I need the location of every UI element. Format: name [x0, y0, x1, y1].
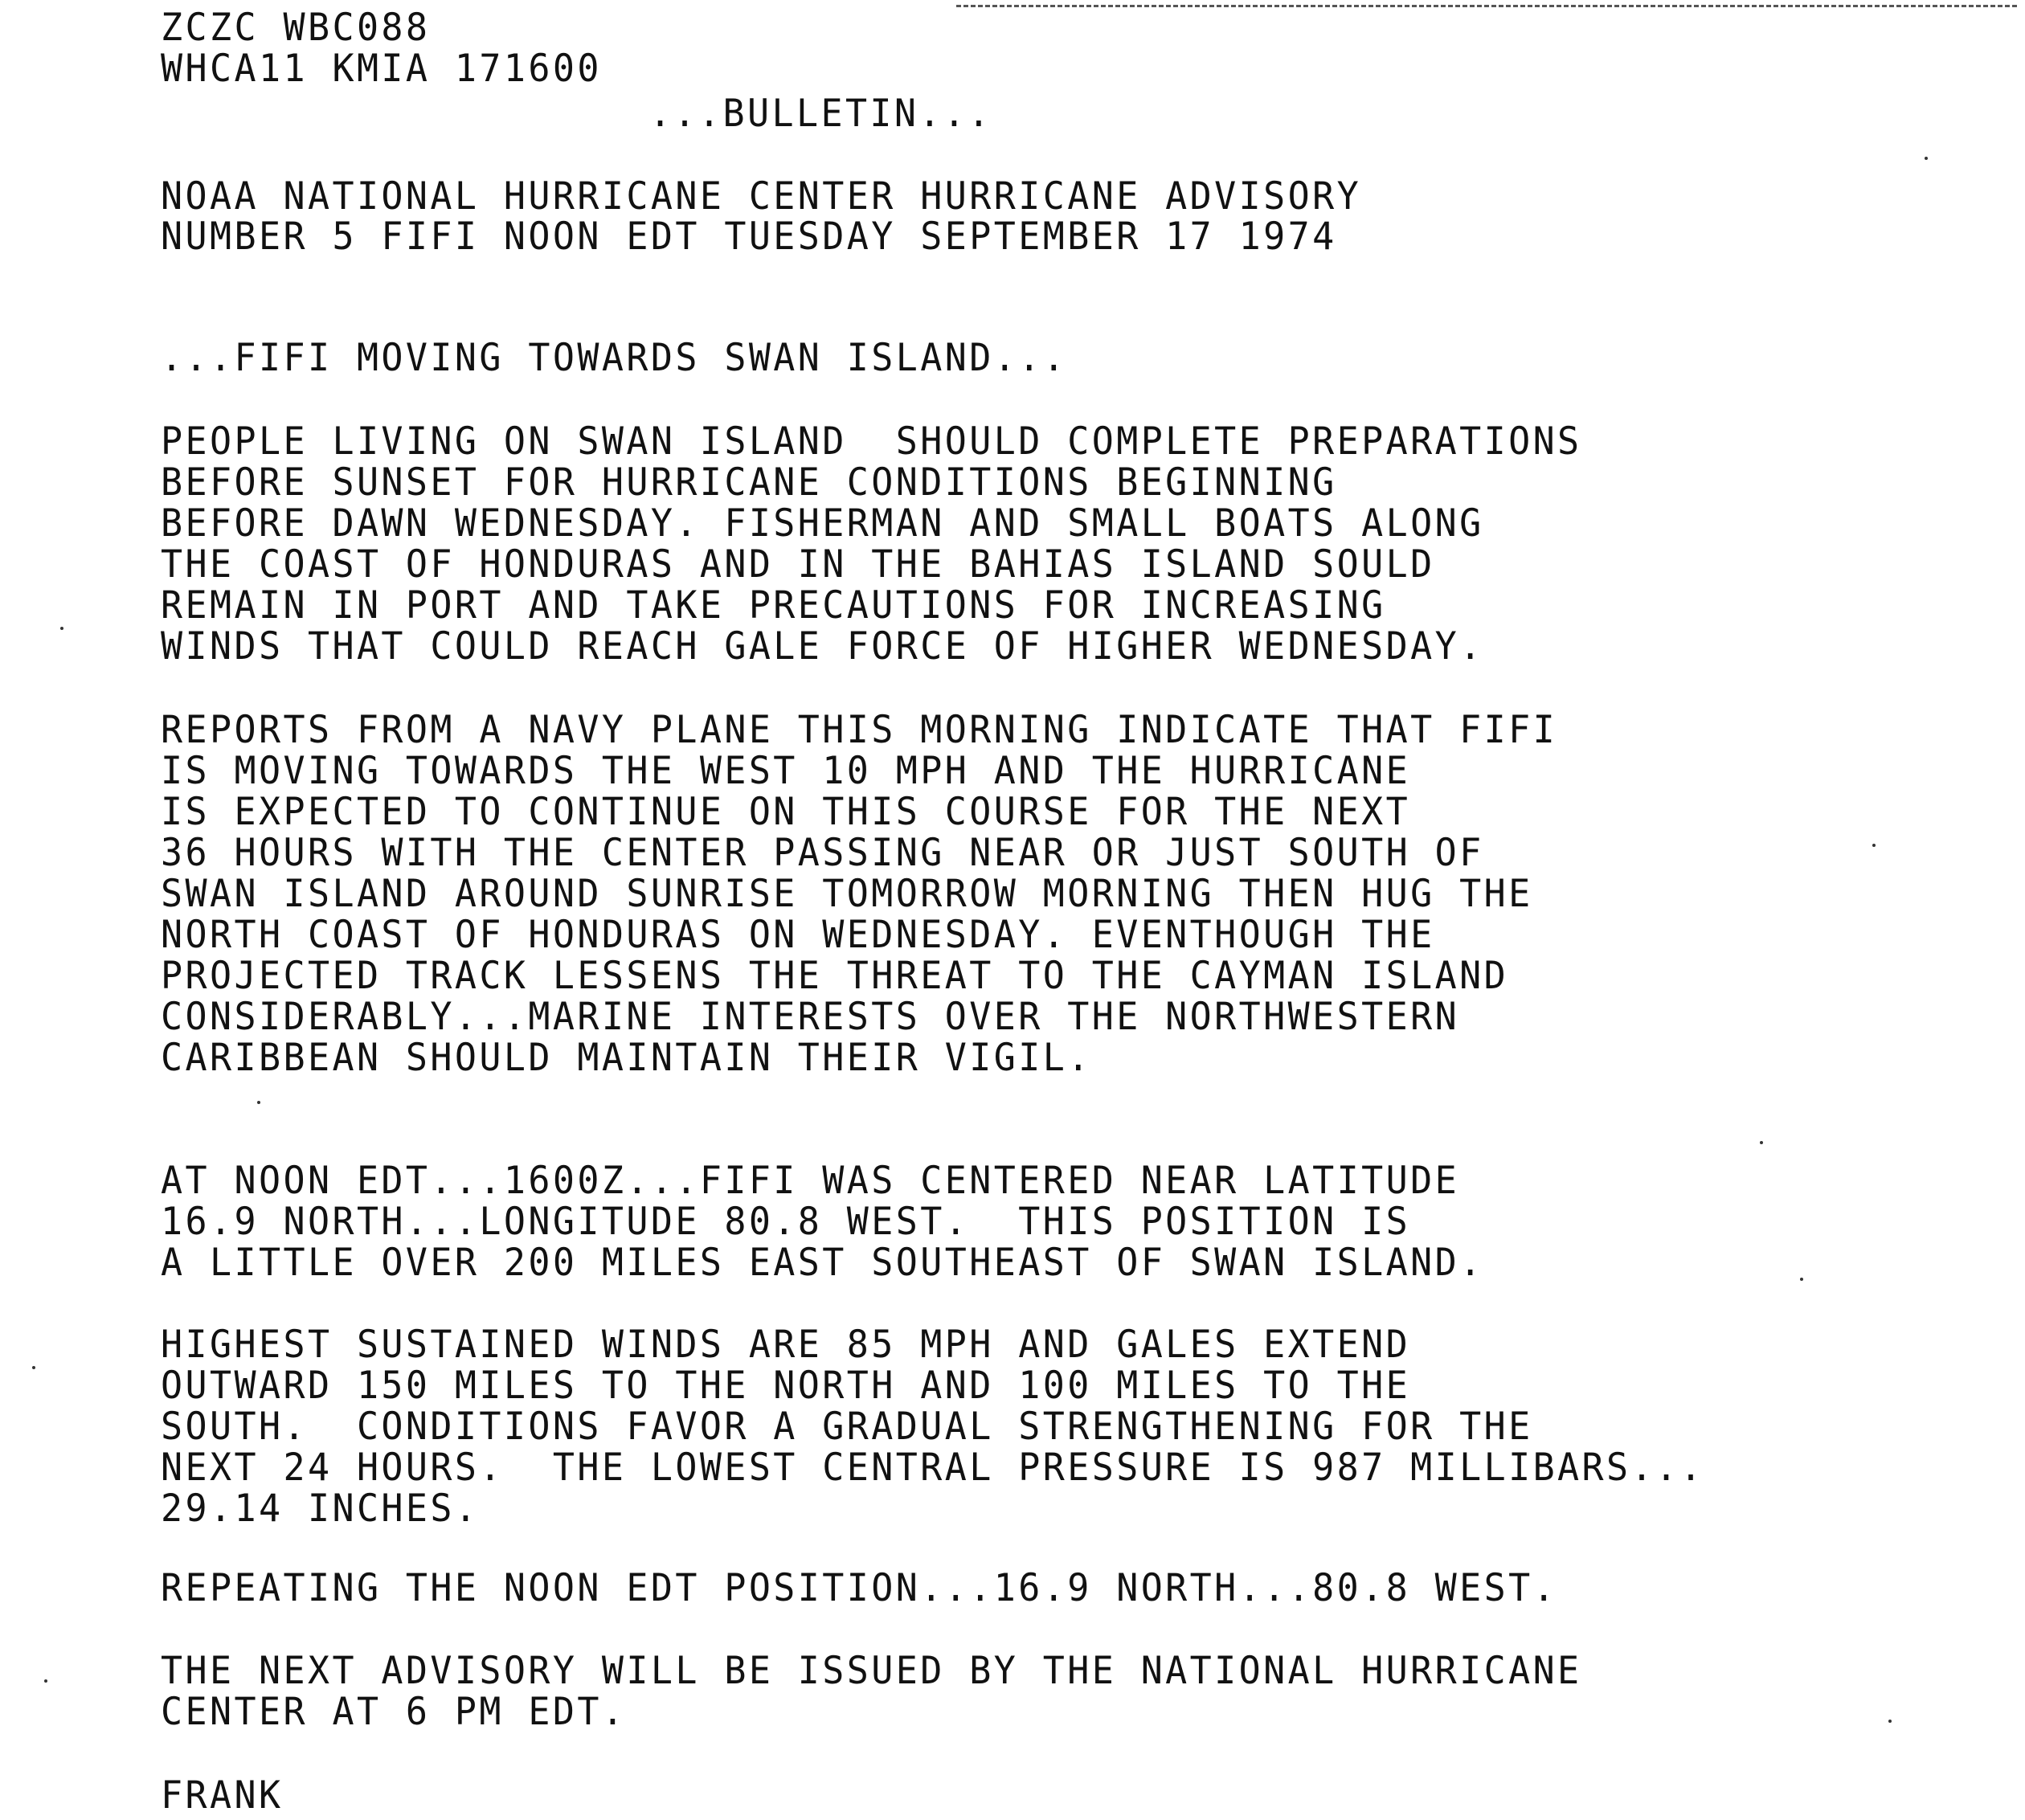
para3-line: A LITTLE OVER 200 MILES EAST SOUTHEAST OF SWAN ISLAND.: [161, 1239, 1484, 1285]
para2-line: SWAN ISLAND AROUND SUNRISE TOMORROW MORNING THEN HUG THE: [161, 870, 1533, 916]
signature: FRANK: [161, 1772, 284, 1818]
para1-line: BEFORE DAWN WEDNESDAY. FISHERMAN AND SMALL BOATS ALONG: [161, 500, 1484, 546]
para2-line: 36 HOURS WITH THE CENTER PASSING NEAR OR JUST SOUTH OF: [161, 829, 1484, 875]
header-dashed-rule: [956, 5, 2017, 7]
scan-speck: [257, 1101, 260, 1104]
para2-line: CARIBBEAN SHOULD MAINTAIN THEIR VIGIL.: [161, 1034, 1092, 1080]
para6-line: THE NEXT ADVISORY WILL BE ISSUED BY THE NATIONAL HURRICANE: [161, 1647, 1582, 1693]
header-line-2: WHCA11 KMIA 171600: [161, 45, 602, 91]
para2-line: IS MOVING TOWARDS THE WEST 10 MPH AND THE HURRICANE: [161, 747, 1411, 793]
scan-speck: [1872, 844, 1876, 847]
scan-speck: [1760, 1141, 1763, 1144]
para4-line: OUTWARD 150 MILES TO THE NORTH AND 100 MILES TO THE: [161, 1362, 1411, 1408]
para3-line: 16.9 NORTH...LONGITUDE 80.8 WEST. THIS POSITION IS: [161, 1198, 1411, 1244]
para1-line: WINDS THAT COULD REACH GALE FORCE OF HIGHER WEDNESDAY.: [161, 623, 1484, 669]
scan-speck: [1925, 157, 1928, 160]
para1-line: THE COAST OF HONDURAS AND IN THE BAHIAS ISLAND SOULD: [161, 541, 1435, 587]
header-line-1: ZCZC WBC088: [161, 4, 431, 50]
bulletin-label: ...BULLETIN...: [649, 90, 992, 136]
para5-line: REPEATING THE NOON EDT POSITION...16.9 NORTH...80.8 WEST.: [161, 1564, 1558, 1610]
title-line-1: NOAA NATIONAL HURRICANE CENTER HURRICANE ADVISORY: [161, 173, 1362, 219]
para6-line: CENTER AT 6 PM EDT.: [161, 1688, 627, 1734]
para2-line: CONSIDERABLY...MARINE INTERESTS OVER THE NORTHWESTERN: [161, 993, 1460, 1039]
title-line-2: NUMBER 5 FIFI NOON EDT TUESDAY SEPTEMBER 17 1974: [161, 213, 1337, 259]
para4-line: 29.14 INCHES.: [161, 1485, 480, 1531]
scan-speck: [44, 1679, 47, 1683]
headline: ...FIFI MOVING TOWARDS SWAN ISLAND...: [161, 334, 1068, 380]
para1-line: BEFORE SUNSET FOR HURRICANE CONDITIONS BEGINNING: [161, 459, 1337, 505]
para1-line: REMAIN IN PORT AND TAKE PRECAUTIONS FOR INCREASING: [161, 582, 1386, 628]
scan-speck: [1800, 1278, 1803, 1281]
scan-speck: [60, 627, 63, 630]
para1-line: PEOPLE LIVING ON SWAN ISLAND SHOULD COMPLETE PREPARATIONS: [161, 418, 1582, 464]
scan-speck: [1888, 1720, 1892, 1723]
scan-speck: [32, 1366, 35, 1369]
para2-line: PROJECTED TRACK LESSENS THE THREAT TO THE CAYMAN ISLAND: [161, 952, 1509, 998]
para3-line: AT NOON EDT...1600Z...FIFI WAS CENTERED NEAR LATITUDE: [161, 1157, 1460, 1203]
para2-line: REPORTS FROM A NAVY PLANE THIS MORNING INDICATE THAT FIFI: [161, 706, 1558, 752]
para2-line: NORTH COAST OF HONDURAS ON WEDNESDAY. EVENTHOUGH THE: [161, 911, 1435, 957]
para4-line: HIGHEST SUSTAINED WINDS ARE 85 MPH AND GALES EXTEND: [161, 1321, 1411, 1367]
para4-line: SOUTH. CONDITIONS FAVOR A GRADUAL STRENGTHENING FOR THE: [161, 1403, 1533, 1449]
para4-line: NEXT 24 HOURS. THE LOWEST CENTRAL PRESSURE IS 987 MILLIBARS...: [161, 1444, 1705, 1490]
para2-line: IS EXPECTED TO CONTINUE ON THIS COURSE FOR THE NEXT: [161, 788, 1411, 834]
